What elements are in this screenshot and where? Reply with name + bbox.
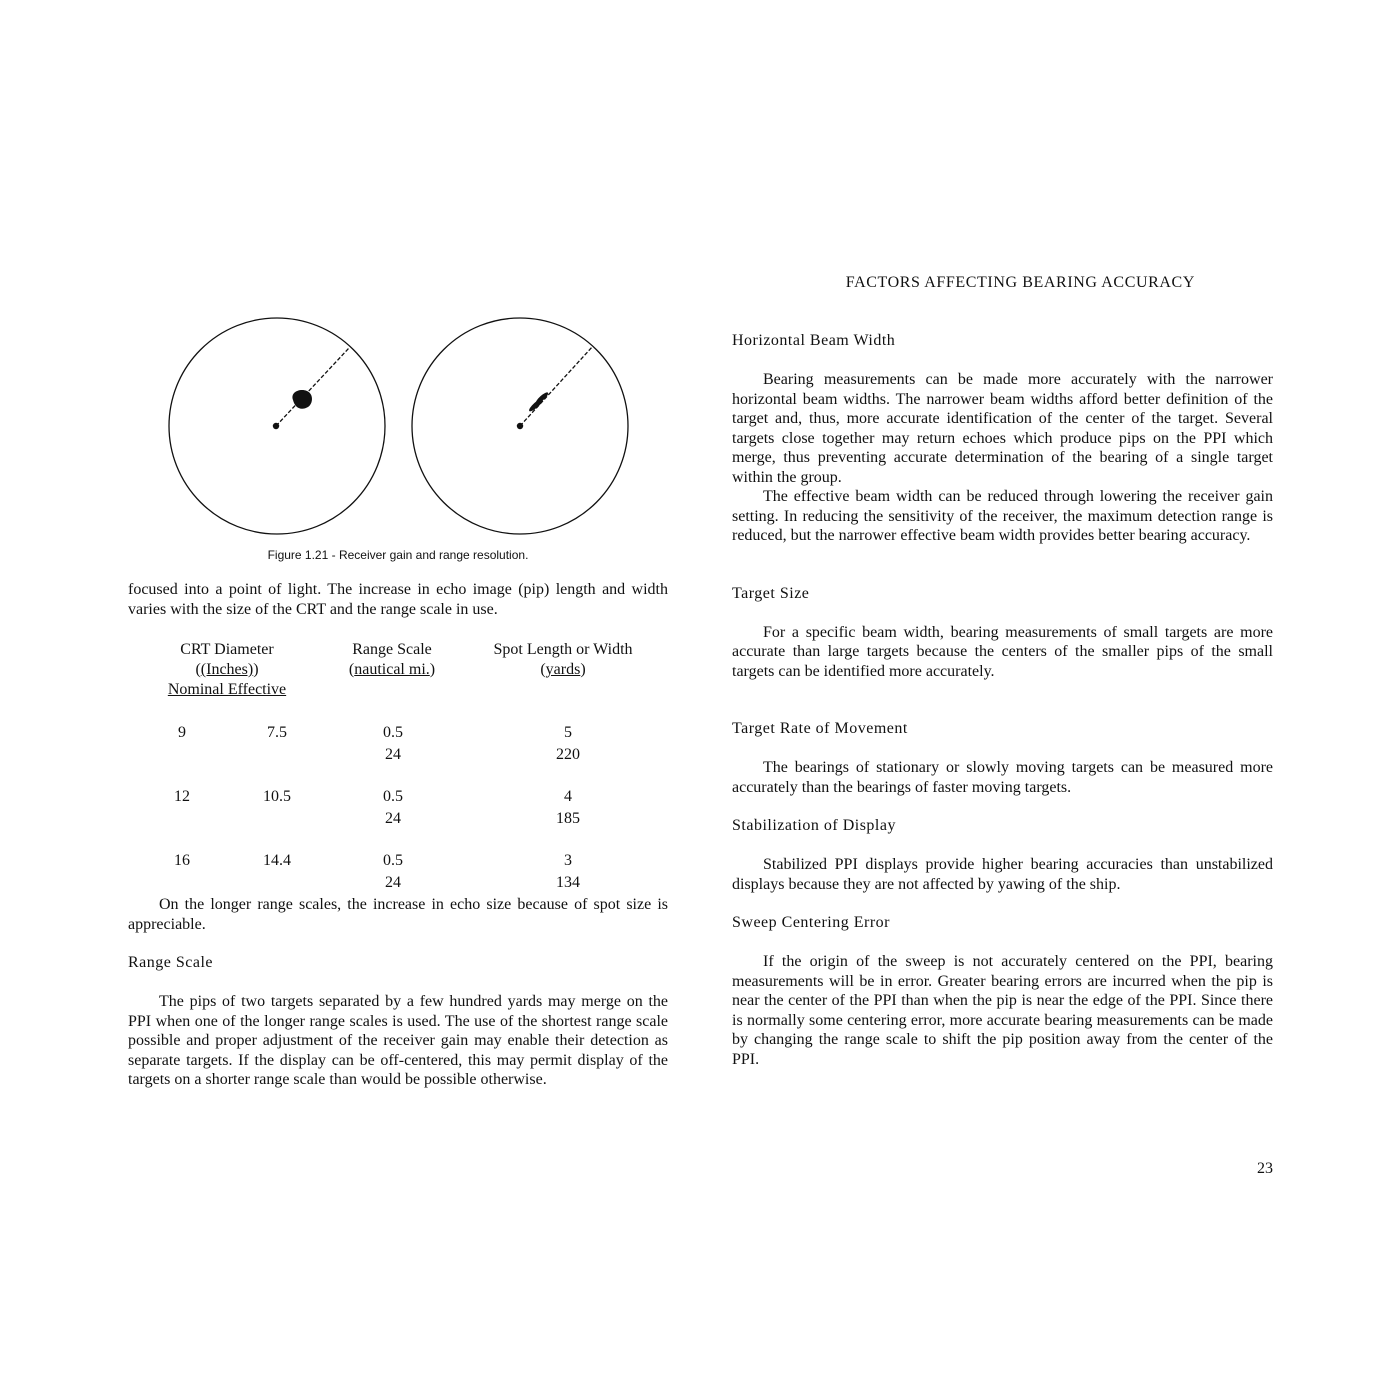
sweep-heading: Sweep Centering Error (732, 914, 891, 931)
beam-width-paragraph-2: The effective beam width can be reduced through lowering the receiver gain setting. In reducing the sensitivity of the receiver, the maximum detection range is reduced, but the narrower effective beam width provides better bearing accuracy. (732, 488, 1273, 544)
left-column (128, 580, 668, 619)
movement-paragraph: The bearings of stationary or slowly moving targets can be measured more accurately than the bearings of faster moving targets. (732, 759, 1273, 796)
small-pip-2 (534, 391, 549, 405)
table-header-row (128, 640, 668, 700)
crt-header: CRT Diameter ((Inches)) Nominal Effective (167, 641, 287, 698)
left-column-lower (128, 895, 668, 1090)
right-column-body (732, 331, 1273, 1069)
page-number: 23 (1257, 1160, 1273, 1177)
right-column (732, 270, 1273, 296)
figure-caption: Figure 1.21 - Receiver gain and range resolution. (267, 548, 529, 562)
range-scale-paragraph: The pips of two targets separated by a few hundred yards may merge on the PPI when one of the longer range scales is used. The use of the shortest range scale possible and proper adjustment of the receiver gain may enable their detection as separate targets. If the display can be off-centered, this may permit display of the targets on a shorter range scale than would be possible otherwise. (128, 993, 668, 1088)
after-table-paragraph: On the longer range scales, the increase in echo size because of spot size is appreciable. (128, 896, 668, 933)
range-header: Range Scale (nautical mi.) (348, 641, 436, 678)
figure-1-21 (128, 312, 668, 562)
target-size-paragraph: For a specific beam width, bearing measurements of small targets are more accurate than large targets because the centers of the smaller pips of the small targets can be identified more accurately. (732, 623, 1273, 680)
ppi-display-left (169, 318, 385, 534)
sweep-paragraph: If the origin of the sweep is not accurately centered on the PPI, bearing measurements will be in error. Greater bearing errors are incurred when the pip is near the center of the PPI than when the pip is near the edge of the PPI. Since there is normally some centering error, more accurate bearing measurements can be made by changing the range scale to shift the pip position away from the center of the PPI. (732, 953, 1273, 1068)
intro-paragraph: focused into a point of light. The increase in echo image (pip) length and width varies with the size of the CRT and the range scale in use. (128, 581, 668, 618)
spot-header: Spot Length or Width (yards) (493, 641, 633, 678)
ppi-display-right (412, 318, 628, 534)
beam-width-paragraph-1: Bearing measurements can be made more accurately with the narrower horizontal beam widths. The narrower beam widths afford better definition of the target and, thus, more accurate identification of the center of the target. Several targets close together may return echoes which produce pips on the PPI which merge, thus preventing accurate determination of the bearing of a single target within the group. (732, 371, 1273, 486)
crt-table-block: CRT Diameter ((Inches)) Nominal Effective Range Scale (nautical mi.) Spot Length or Width (yards) 9 7.5 0.5 24 5 220 12 10.5 0.5 24 4 185 16 14.4 0.5 24 3 134 (128, 640, 668, 900)
stabilization-heading: Stabilization of Display (732, 817, 896, 834)
target-size-heading: Target Size (732, 584, 810, 602)
stabilization-paragraph: Stabilized PPI displays provide higher bearing accuracies than unstabilized displays because they are not affected by yawing of the ship. (732, 856, 1273, 893)
crt-table (128, 640, 668, 700)
running-head: FACTORS AFFECTING BEARING ACCURACY (845, 274, 1195, 291)
ppi-diagram (128, 312, 668, 542)
beam-width-heading: Horizontal Beam Width (732, 332, 896, 349)
movement-heading: Target Rate of Movement (732, 720, 908, 737)
range-scale-heading: Range Scale (128, 954, 214, 971)
